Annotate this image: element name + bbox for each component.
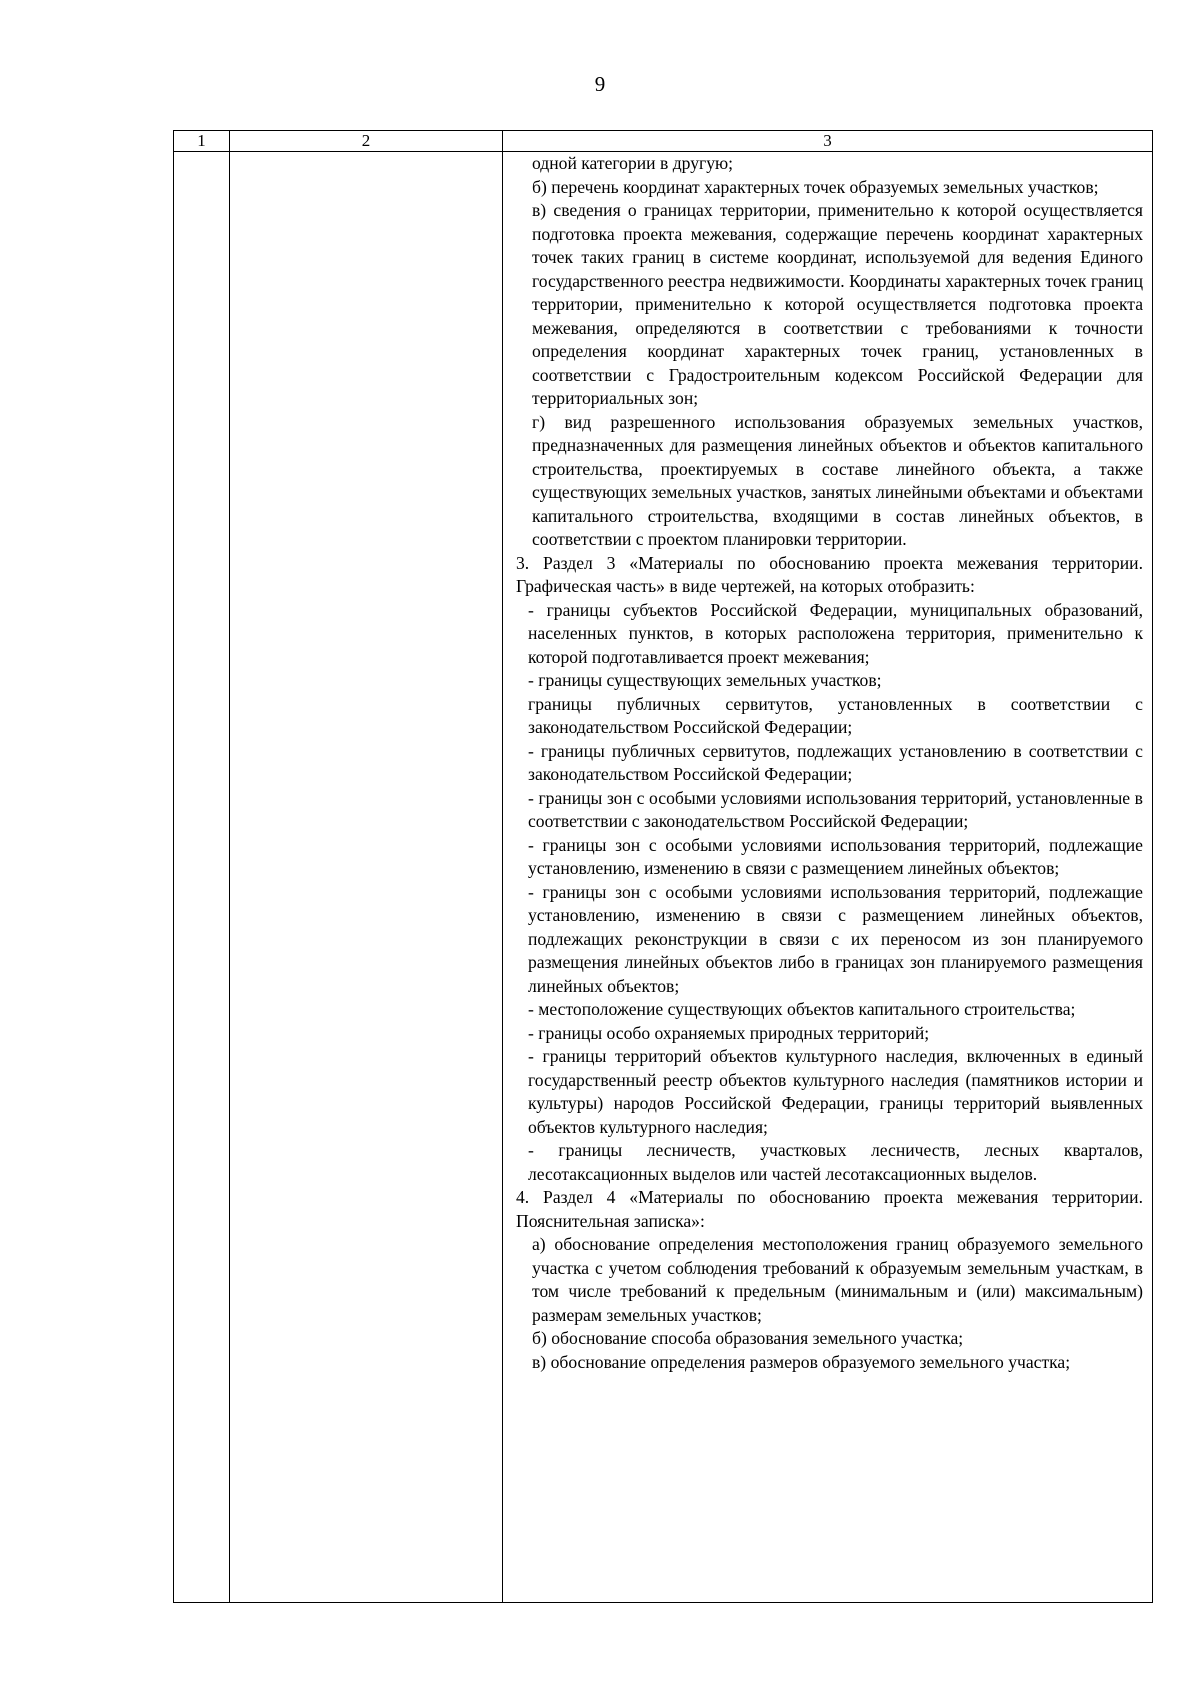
paragraph: - границы лесничеств, участковых лесничеств, лесных кварталов, лесотаксационных выделов или частей лесотаксационных выделов.: [528, 1140, 1143, 1184]
column-header-1: 1: [174, 131, 230, 152]
cell-column-2: [230, 152, 503, 1603]
paragraph: 4. Раздел 4 «Материалы по обоснованию проекта межевания территории. Пояснительная записка»:: [516, 1187, 1143, 1231]
column-header-3: 3: [503, 131, 1153, 152]
cell-column-1: [174, 152, 230, 1603]
paragraph: - границы публичных сервитутов, подлежащих установлению в соответствии с законодательством Российской Федерации;: [528, 740, 1143, 784]
page-number: 9: [594, 72, 606, 96]
paragraph: одной категории в другую;: [532, 153, 734, 173]
cell-column-3: [503, 152, 1153, 1603]
requirements-table: [173, 130, 1153, 1603]
paragraph: б) перечень координат характерных точек образуемых земельных участков;: [532, 176, 1099, 197]
paragraph: - границы особо охраняемых природных территорий;: [528, 1022, 930, 1043]
table-row: [174, 152, 1153, 1603]
paragraph: - границы зон с особыми условиями использования территорий, установленные в соответствии с законодательством Российской Федерации;: [528, 787, 1143, 831]
column-header-2: 2: [230, 131, 503, 152]
paragraph: границы публичных сервитутов, установленных в соответствии с законодательством Российской Федерации;: [528, 693, 1143, 737]
paragraph: - границы зон с особыми условиями использования территорий, подлежащие установлению, изменению в связи с размещением линейных объектов;: [528, 834, 1143, 878]
paragraph: б) обоснование способа образования земельного участка;: [532, 1328, 964, 1348]
paragraph: 3. Раздел 3 «Материалы по обоснованию проекта межевания территории. Графическая часть» в виде чертежей, на которых отобразить:: [516, 552, 1143, 596]
table-header-row: [174, 131, 1153, 152]
paragraph: - местоположение существующих объектов капитального строительства;: [528, 999, 1076, 1019]
paragraph: - границы территорий объектов культурного наследия, включенных в единый государственный реестр объектов культурного наследия (памятников истории и культуры) народов Российской Федерации, границы территорий выявленных объектов культурного наследия;: [528, 1046, 1143, 1137]
paragraph: г) вид разрешенного использования образуемых земельных участков, предназначенных для размещения линейных объектов и объектов капитального строительства, проектируемых в составе линейного объекта, а также существующих земельных участков, занятых линейными объектами и объектами капитального строительства, входящими в состав линейных объектов, в соответствии с проектом планировки территории.: [532, 411, 1143, 549]
paragraph: в) сведения о границах территории, применительно к которой осуществляется подготовка проекта межевания, содержащие перечень координат характерных точек таких границ в системе координат, используемой для ведения Единого государственного реестра недвижимости. Координаты характерных точек границ территории, применительно к которой осуществляется подготовка проекта межевания, определяются в соответствии с требованиями к точности определения координат характерных точек границ, установленных в соответствии с Градостроительным кодексом Российской Федерации для территориальных зон;: [532, 200, 1143, 408]
paragraph: - границы существующих земельных участков;: [528, 670, 882, 690]
paragraph: - границы субъектов Российской Федерации, муниципальных образований, населенных пунктов, в которых расположена территория, применительно к которой подготавливается проект межевания;: [528, 599, 1143, 667]
paragraph: в) обоснование определения размеров образуемого земельного участка;: [532, 1351, 1071, 1372]
paragraph: - границы зон с особыми условиями использования территорий, подлежащие установлению, изменению в связи с размещением линейных объектов, подлежащих реконструкции в связи с их переносом из зон планируемого размещения линейных объектов либо в границах зон планируемого размещения линейных объектов;: [528, 881, 1143, 996]
paragraph: а) обоснование определения местоположения границ образуемого земельного участка с учетом соблюдения требований к образуемым земельным участкам, в том числе требований к предельным (минимальным и (или) максимальным) размерам земельных участков;: [532, 1234, 1143, 1325]
